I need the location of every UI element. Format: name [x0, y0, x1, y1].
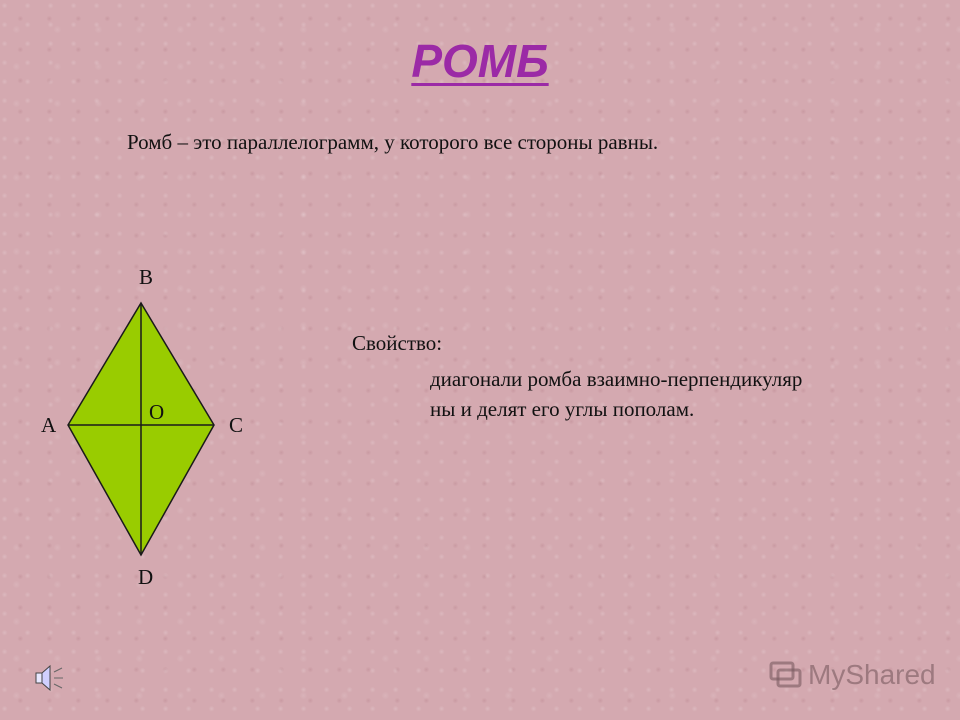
myshared-logo-text: MyShared: [808, 659, 936, 690]
property-line-1: диагонали ромба взаимно-перпендикуляр: [430, 367, 803, 391]
property-line-2: ны и делят его углы пополам.: [430, 397, 695, 421]
vertex-label-b: B: [139, 265, 154, 289]
property-heading: Свойство:: [352, 331, 443, 355]
vertex-label-a: A: [41, 413, 57, 437]
myshared-logo: [768, 655, 936, 695]
speaker-icon[interactable]: [30, 660, 70, 696]
vertex-label-d: D: [138, 565, 154, 589]
definition-text: Ромб – это параллелограмм, у которого все стороны равны.: [127, 130, 659, 154]
vertex-label-o: O: [149, 400, 165, 424]
property-text: [430, 364, 950, 424]
myshared-logo-icon: [768, 658, 802, 692]
vertex-label-c: C: [229, 413, 244, 437]
slide-title-text: РОМБ: [411, 35, 549, 87]
